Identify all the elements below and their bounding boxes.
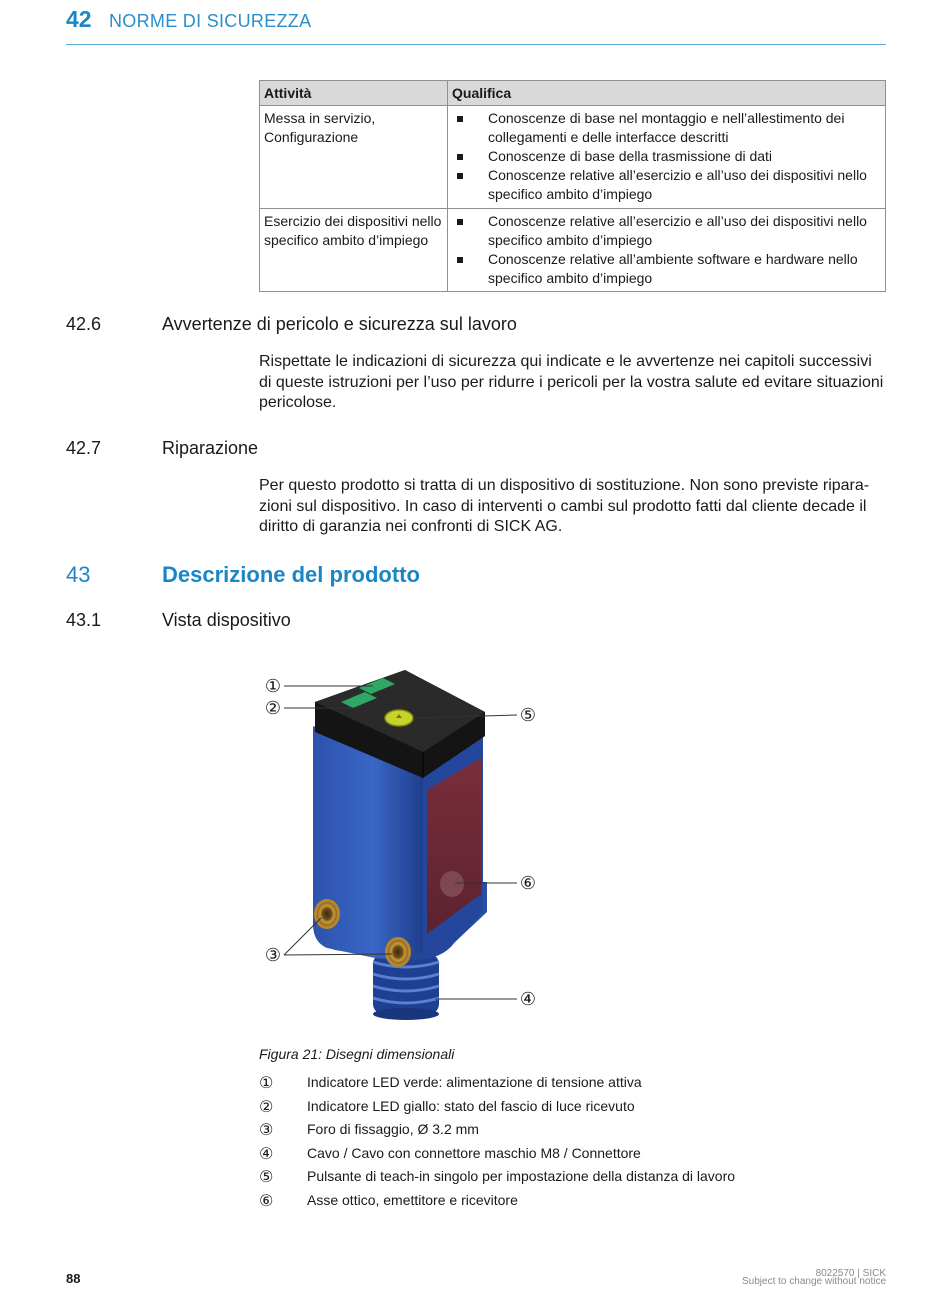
page-number: 88	[66, 1271, 81, 1286]
legend-number: ②	[259, 1099, 274, 1116]
chapter-title-43: Descrizione del prodotto	[162, 562, 420, 587]
legend-number: ④	[259, 1146, 274, 1163]
qualification-list	[452, 212, 881, 288]
list-item-text: Conoscenze di base nel montaggio e nell’allestimento dei collegamenti e delle interfacce descritti	[488, 110, 845, 145]
legend-number: ③	[259, 1122, 274, 1139]
bullet-icon	[457, 116, 463, 122]
list-item-text: Conoscenze di base della trasmissione di dati	[488, 148, 773, 164]
list-item	[452, 212, 881, 250]
callout-2: ②	[264, 698, 282, 719]
section-number-43-1: 43.1	[66, 610, 102, 630]
callout-4: ④	[519, 989, 537, 1010]
legend-text: Asse ottico, emettitore e ricevitore	[307, 1192, 518, 1208]
list-item	[452, 147, 881, 166]
callout-5: ⑤	[519, 705, 537, 726]
qualification-cell	[448, 106, 886, 209]
table-row	[260, 209, 886, 292]
activity-cell: Messa in servizio, Configurazione	[260, 106, 448, 209]
callout-6: ⑥	[519, 873, 537, 894]
qualification-list	[452, 109, 881, 204]
section-text-42-6: Rispettate le indicazioni di sicurezza qui indicate e le avvertenze nei capitoli successivi di queste istruzioni per l’uso per ridurre i pericoli per la vostra salute ed evitare situazioni pericolose.	[259, 353, 884, 411]
qualification-cell	[448, 209, 886, 292]
connector	[373, 954, 439, 1020]
header-activity: Attività	[260, 81, 448, 106]
figure-caption: Figura 21: Disegni dimensionali	[259, 1046, 455, 1062]
table-row	[260, 106, 886, 209]
bullet-icon	[457, 257, 463, 263]
legend-number: ⑤	[259, 1169, 274, 1186]
legend-text: Foro di fissaggio, Ø 3.2 mm	[307, 1121, 479, 1137]
list-item	[452, 250, 881, 288]
callout-3: ③	[264, 945, 282, 966]
bullet-icon	[457, 173, 463, 179]
chapter-title: NORME DI SICUREZZA	[109, 11, 312, 31]
chapter-number: 42	[66, 6, 92, 32]
list-item	[452, 166, 881, 204]
header-rule	[66, 44, 886, 45]
table-header-row	[260, 81, 886, 106]
section-title-43-1: Vista dispositivo	[162, 610, 291, 630]
bullet-icon	[457, 219, 463, 225]
chapter-number-43: 43	[66, 562, 91, 587]
legend-text: Indicatore LED verde: alimentazione di tensione attiva	[307, 1074, 642, 1090]
legend-text: Pulsante di teach-in singolo per impostazione della distanza di lavoro	[307, 1168, 736, 1184]
mounting-hole	[314, 899, 340, 929]
activity-cell: Esercizio dei dispositivi nello specifico ambito d’impiego	[260, 209, 448, 292]
list-item-text: Conoscenze relative all’esercizio e all’uso dei dispositivi nello specifico ambito d’impiego	[488, 167, 867, 202]
legend-text: Cavo / Cavo con connettore maschio M8 / Connettore	[307, 1145, 641, 1161]
legend-number: ⑥	[259, 1193, 274, 1210]
bullet-icon	[457, 154, 463, 160]
qualification-table	[259, 80, 886, 292]
legend-text: Indicatore LED giallo: stato del fascio di luce ricevuto	[307, 1098, 635, 1114]
mounting-hole	[385, 937, 411, 967]
document-id: 8022570 | SICK	[815, 1268, 886, 1279]
list-item-text: Conoscenze relative all’ambiente software e hardware nello specifico ambito d’impiego	[488, 251, 858, 286]
change-notice: Subject to change without notice	[742, 1276, 886, 1287]
section-text-42-7: Per questo prodotto si tratta di un dispositivo di sostituzione. Non sono previste riparazioni sul dispositivo. In caso di interventi o cambi sul prodotto fatti dal cliente decade il diritto di garanzia nei confronti di SICK AG.	[259, 477, 870, 535]
optical-axis-lens	[440, 871, 464, 897]
list-item	[452, 109, 881, 147]
section-title-42-6: Avvertenze di pericolo e sicurezza sul lavoro	[162, 314, 517, 334]
section-number-42-7: 42.7	[66, 438, 102, 458]
callout-1: ①	[264, 676, 282, 697]
section-number-42-6: 42.6	[66, 314, 102, 334]
list-item-text: Conoscenze relative all’esercizio e all’uso dei dispositivi nello specifico ambito d’impiego	[488, 213, 867, 248]
header-qualification: Qualifica	[448, 81, 886, 106]
device-illustration	[255, 662, 555, 1030]
legend-number: ①	[259, 1075, 274, 1092]
section-title-42-7: Riparazione	[162, 438, 259, 458]
